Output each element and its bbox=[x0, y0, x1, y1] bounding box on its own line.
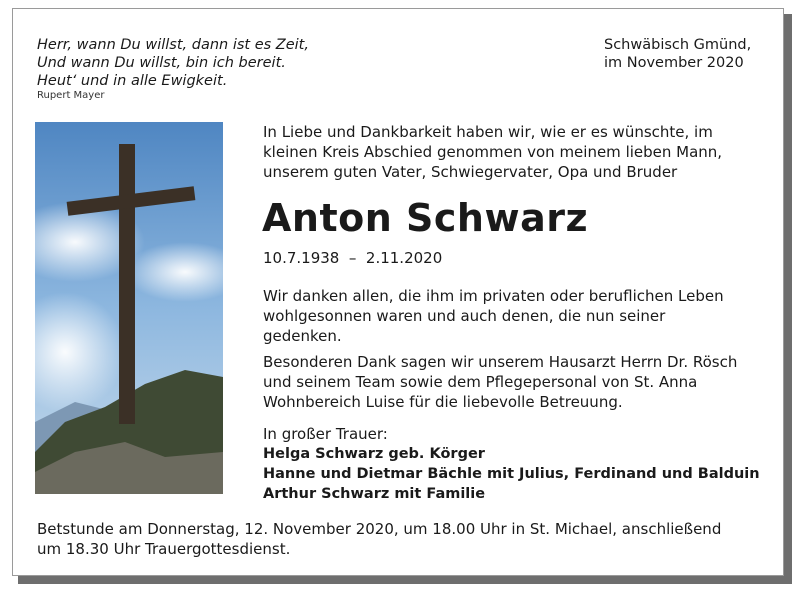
thanks-line: und seinem Team sowie dem Pflegepersonal von St. Anna bbox=[263, 373, 698, 391]
mourner: Helga Schwarz geb. Körger bbox=[263, 446, 485, 462]
poem-author: Rupert Mayer bbox=[37, 90, 105, 101]
place-date bbox=[604, 36, 751, 72]
cross-illustration bbox=[35, 122, 223, 494]
service-line: um 18.30 Uhr Trauergottesdienst. bbox=[37, 540, 291, 558]
poem-line: Heut‘ und in alle Ewigkeit. bbox=[37, 73, 228, 89]
mourners-list bbox=[263, 444, 760, 504]
service-info bbox=[37, 519, 777, 559]
deceased-name: Anton Schwarz bbox=[262, 196, 589, 240]
intro-text bbox=[263, 122, 773, 182]
date: im November 2020 bbox=[604, 55, 744, 71]
cross-post bbox=[119, 144, 135, 424]
life-dates: 10.7.1938 – 2.11.2020 bbox=[263, 249, 443, 267]
mourning-heading: In großer Trauer: bbox=[263, 425, 388, 443]
thanks-line: Besonderen Dank sagen wir unserem Hausarzt Herrn Dr. Rösch bbox=[263, 353, 738, 371]
mourner: Arthur Schwarz mit Familie bbox=[263, 486, 486, 502]
cross-photo bbox=[35, 122, 223, 494]
thanks-paragraph bbox=[263, 286, 763, 346]
thanks-line: Wohnbereich Luise für die liebevolle Betreuung. bbox=[263, 393, 623, 411]
intro-line: In Liebe und Dankbarkeit haben wir, wie er es wünschte, im bbox=[263, 123, 713, 141]
thanks-line: wohlgesonnen waren und auch denen, die nun seiner bbox=[263, 307, 666, 325]
intro-line: kleinen Kreis Abschied genommen von meinem lieben Mann, bbox=[263, 143, 723, 161]
poem bbox=[37, 36, 309, 90]
special-thanks-paragraph bbox=[263, 352, 763, 412]
poem-line: Herr, wann Du willst, dann ist es Zeit, bbox=[37, 37, 309, 53]
thanks-line: gedenken. bbox=[263, 327, 342, 345]
mourner: Hanne und Dietmar Bächle mit Julius, Ferdinand und Balduin bbox=[263, 466, 760, 482]
poem-line: Und wann Du willst, bin ich bereit. bbox=[37, 55, 286, 71]
intro-line: unserem guten Vater, Schwiegervater, Opa und Bruder bbox=[263, 163, 678, 181]
thanks-line: Wir danken allen, die ihm im privaten oder beruflichen Leben bbox=[263, 287, 724, 305]
service-line: Betstunde am Donnerstag, 12. November 2020, um 18.00 Uhr in St. Michael, anschließend bbox=[37, 520, 722, 538]
place: Schwäbisch Gmünd, bbox=[604, 37, 752, 53]
